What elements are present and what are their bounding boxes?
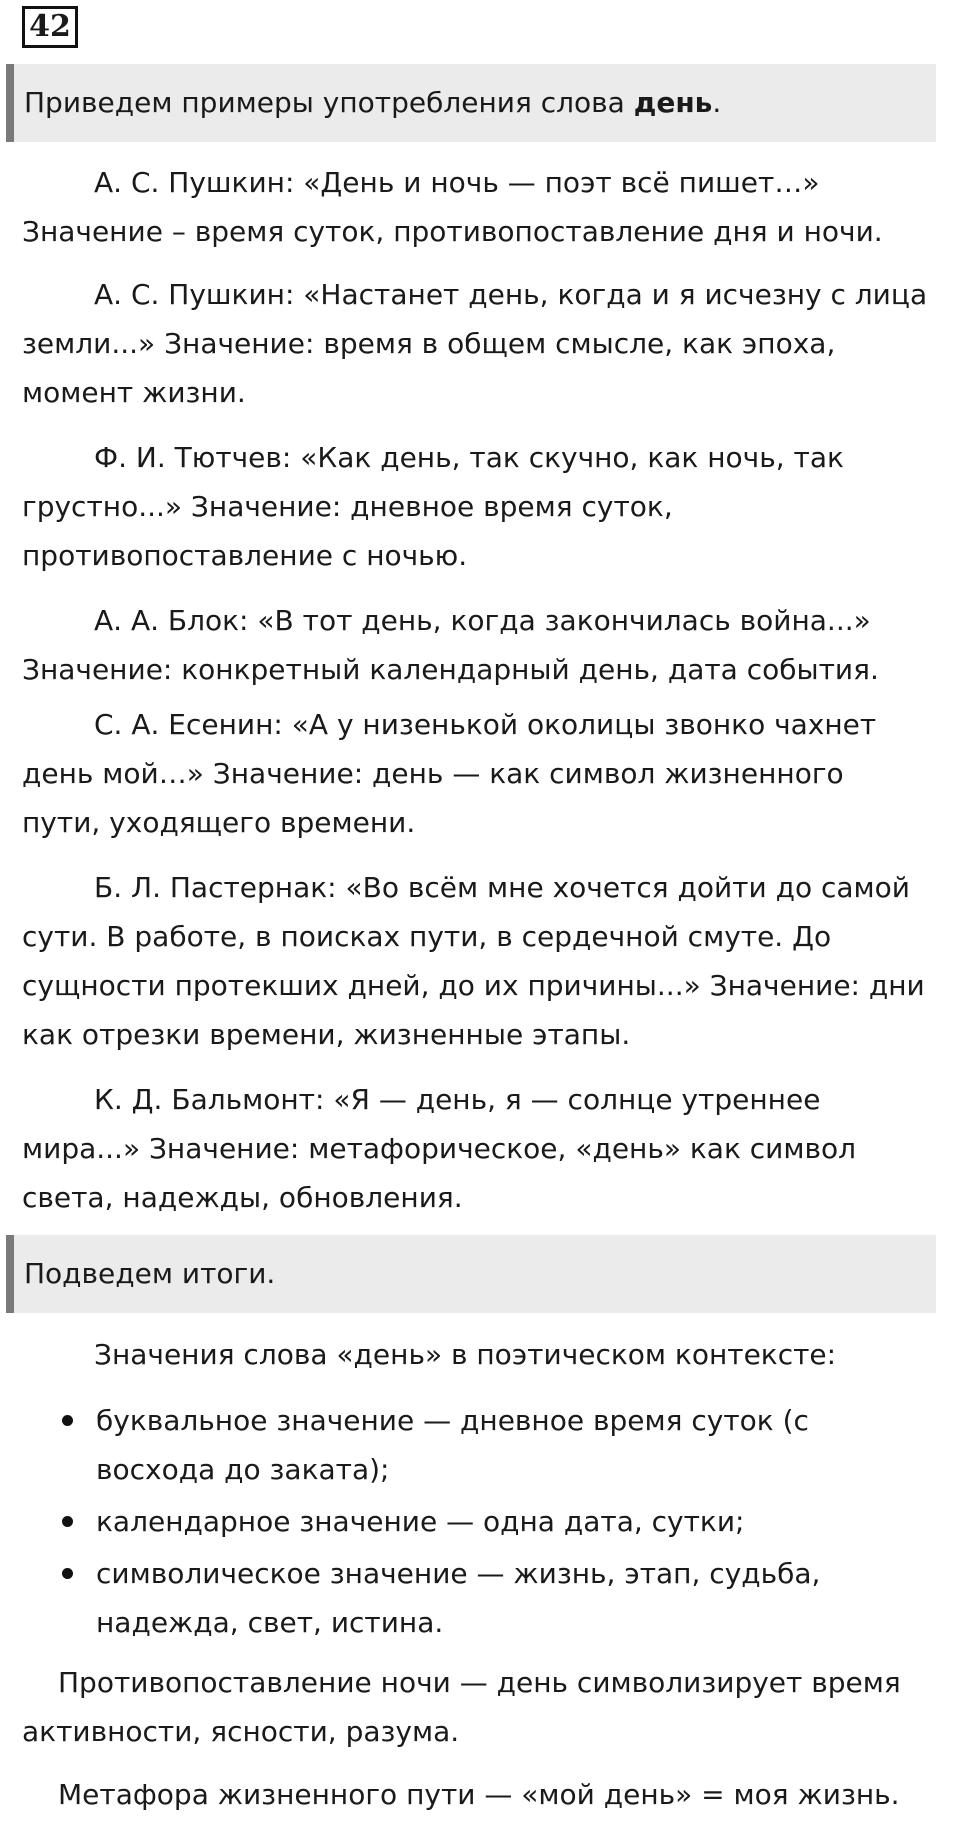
text-line: мира...» Значение: метафорическое, «день» как символ [22,1132,857,1165]
text-line: А. С. Пушкин: «Настанет день, когда и я исчезну с лица [94,278,928,311]
text-line: Метафора жизненного пути — «мой день» = моя жизнь. [58,1778,900,1811]
list-item [0,1396,960,1494]
text-line: как отрезки времени, жизненные этапы. [22,1018,631,1051]
example-paragraph [22,1075,952,1222]
text-line: Значения слова «день» в поэтическом контексте: [94,1338,837,1371]
list-item [0,1549,960,1647]
text-line: момент жизни. [22,376,246,409]
text-line: противопоставление с ночью. [22,539,468,572]
text-line: сути. В работе, в поисках пути, в сердечной смуте. До [22,920,832,953]
text-line: Ф. И. Тютчев: «Как день, так скучно, как ночь, так [94,441,844,474]
summary-banner: Подведем итоги. [6,1235,936,1313]
example-paragraph [22,433,952,580]
bullet-icon [62,1568,73,1579]
summary-bullet-list [0,1396,960,1650]
text-line: А. С. Пушкин: «День и ночь — поэт всё пишет…» [94,166,820,199]
text-line: Противопоставление ночи — день символизирует время [58,1666,901,1699]
example-paragraph [22,270,952,417]
text-line: календарное значение — одна дата, сутки; [96,1505,745,1538]
text-line: активности, ясности, разума. [22,1715,460,1748]
text-line: сущности протекших дней, до их причины...» Значение: дни [22,969,925,1002]
example-paragraph [22,700,952,847]
text-line: земли...» Значение: время в общем смысле, как эпоха, [22,327,836,360]
text-line: Значение: конкретный календарный день, дата события. [22,653,879,686]
text-line: света, надежды, обновления. [22,1181,463,1214]
intro-banner-suffix: . [712,86,722,119]
text-line: С. А. Есенин: «А у низенькой околицы звонко чахнет [94,708,877,741]
intro-banner-keyword: день [633,86,713,119]
text-line: грустно...» Значение: дневное время суток, [22,490,673,523]
text-line: пути, уходящего времени. [22,806,416,839]
bullet-icon [62,1415,73,1426]
example-paragraph [22,596,952,694]
text-line: символическое значение — жизнь, этап, судьба, [96,1557,821,1590]
intro-banner [6,64,936,142]
text-line: надежда, свет, истина. [96,1606,444,1639]
example-paragraph [22,863,952,1059]
conclusion-paragraph [22,1770,952,1819]
intro-banner-text: Приведем примеры употребления слова [24,86,634,119]
text-line: Значение – время суток, противопоставление дня и ночи. [22,215,883,248]
task-number-badge: 42 [22,6,78,48]
text-line: А. А. Блок: «В тот день, когда закончилась война...» [94,604,871,637]
conclusion-paragraph [22,1658,952,1756]
summary-intro [22,1330,952,1379]
example-paragraph [22,158,952,256]
text-line: восхода до заката); [96,1453,390,1486]
bullet-icon [62,1516,73,1527]
list-item [0,1497,960,1546]
text-line: К. Д. Бальмонт: «Я — день, я — солнце утреннее [94,1083,821,1116]
text-line: Б. Л. Пастернак: «Во всём мне хочется дойти до самой [94,871,910,904]
text-line: буквальное значение — дневное время суток (с [96,1404,809,1437]
text-line: день мой…» Значение: день — как символ жизненного [22,757,844,790]
